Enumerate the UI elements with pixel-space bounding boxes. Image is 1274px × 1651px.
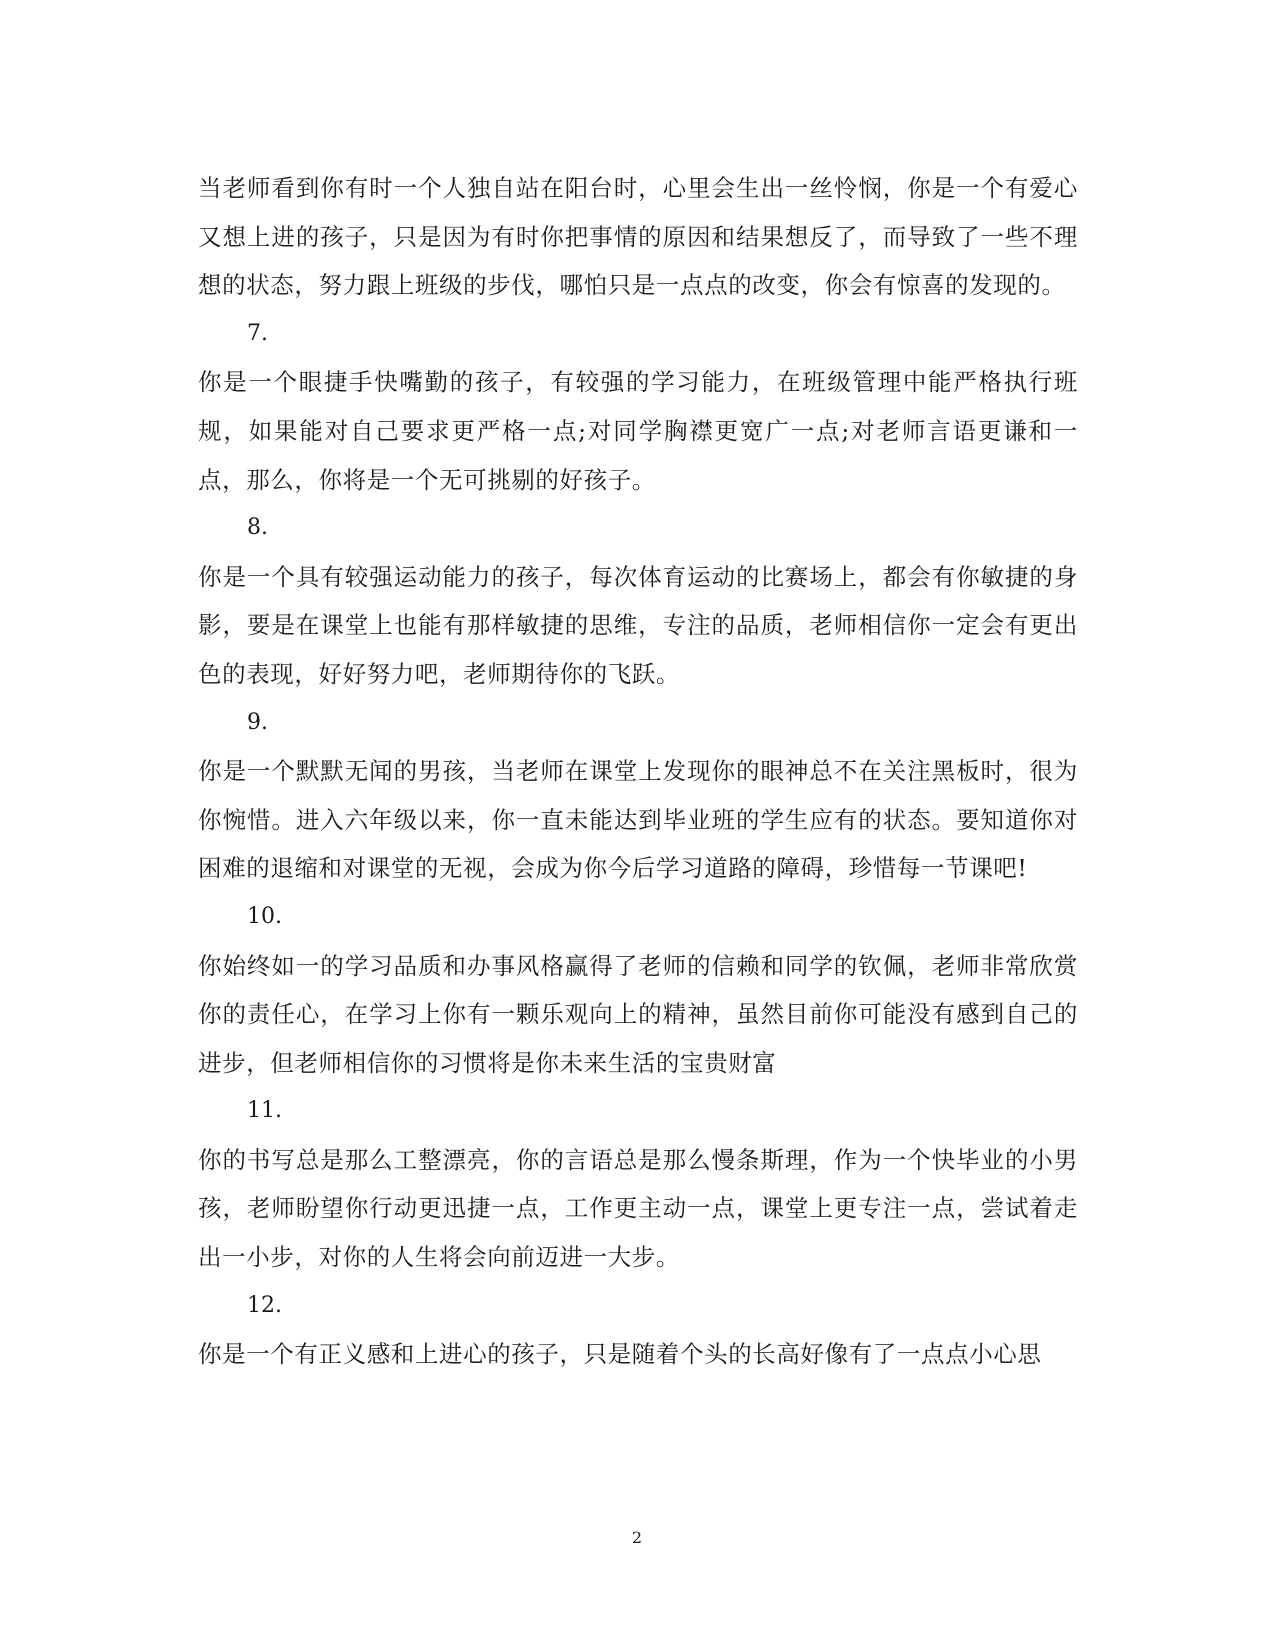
item-number: 11. [247,1098,282,1124]
paragraph: 你是一个眼捷手快嘴勤的孩子，有较强的学习能力，在班级管理中能严格执行班规，如果能对自己要求更严格一点;对同学胸襟更宽广一点;对老师言语更谦和一点，那么，你将是一个无可挑剔的好孩子。 [198,368,1078,494]
paragraph: 你的书写总是那么工整漂亮，你的言语总是那么慢条斯理，作为一个快毕业的小男孩，老师盼望你行动更迅捷一点，工作更主动一点，课堂上更专注一点，尝试着走出一小步，对你的人生将会向前迈进一大步。 [198,1145,1078,1272]
document-body [198,164,1078,1379]
paragraph: 当老师看到你有时一个人独自站在阳台时，心里会生出一丝怜悯，你是一个有爱心又想上进的孩子，只是因为有时你把事情的原因和结果想反了，而导致了一些不理想的状态，努力跟上班级的步伐，哪怕只是一点点的改变，你会有惊喜的发现的。 [198,174,1078,300]
paragraph: 你是一个具有较强运动能力的孩子，每次体育运动的比赛场上，都会有你敏捷的身影，要是在课堂上也能有那样敏捷的思维，专注的品质，老师相信你一定会有更出色的表现，好好努力吧，老师期待你的飞跃。 [198,562,1078,688]
item-number: 9. [247,709,268,735]
paragraph: 你是一个有正义感和上进心的孩子，只是随着个头的长高好像有了一点点小心思 [198,1340,1042,1369]
item-number: 7. [247,320,268,346]
paragraph: 你始终如一的学习品质和办事风格赢得了老师的信赖和同学的钦佩，老师非常欣赏你的责任心，在学习上你有一颗乐观向上的精神，虽然目前你可能没有感到自己的进步，但老师相信你的习惯将是你未来生活的宝贵财富 [198,951,1078,1077]
item-number: 10. [247,903,282,929]
item-number: 12. [247,1292,282,1318]
page-number: 2 [631,1528,643,1547]
item-number: 8. [247,515,268,541]
paragraph: 你是一个默默无闻的男孩，当老师在课堂上发现你的眼神总不在关注黑板时，很为你惋惜。进入六年级以来，你一直未能达到毕业班的学生应有的状态。要知道你对困难的退缩和对课堂的无视，会成为你今后学习道路的障碍，珍惜每一节课吧! [198,757,1078,883]
